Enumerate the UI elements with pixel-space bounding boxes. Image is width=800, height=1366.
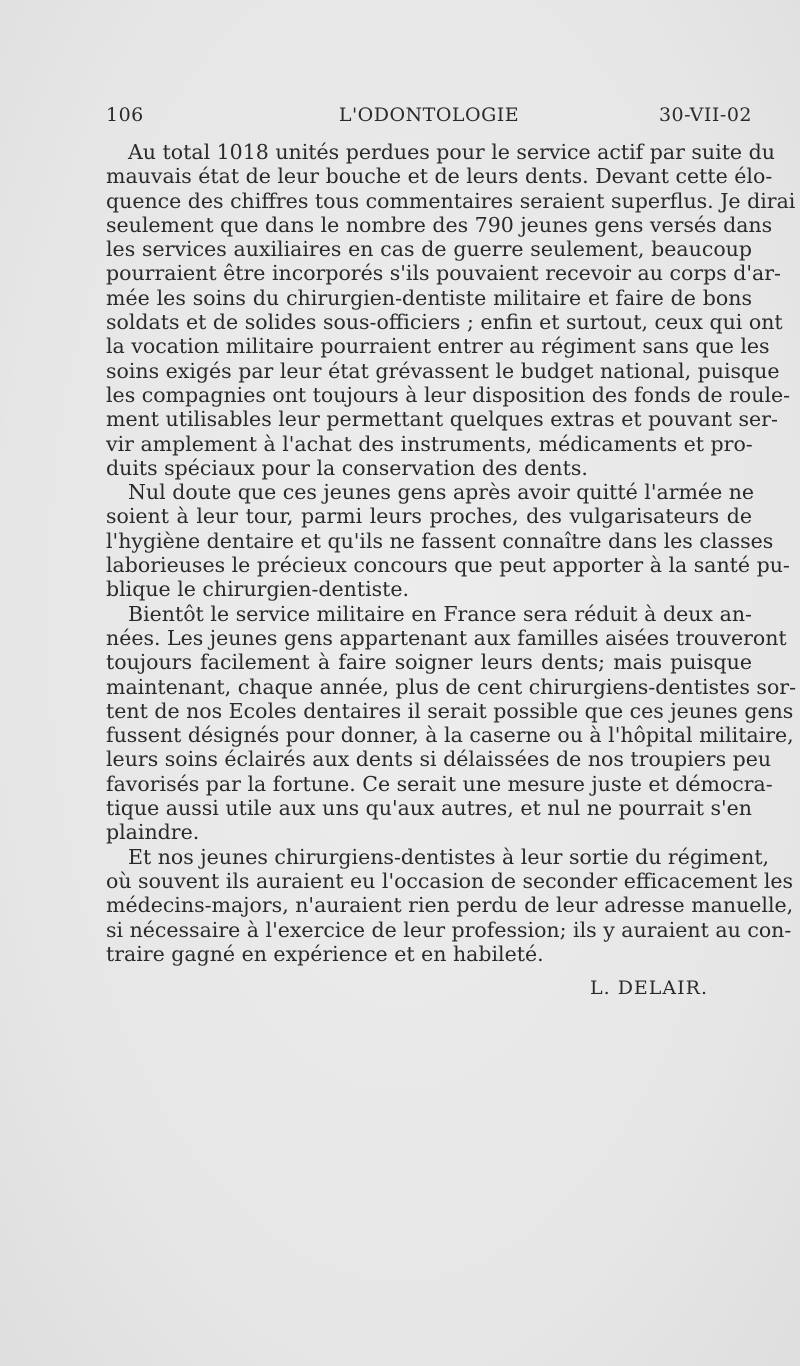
text-line: quence des chiffres tous commentaires seraient superflus. Je dirai — [106, 188, 796, 213]
text-line: duits spéciaux pour la conservation des dents. — [106, 455, 588, 480]
text-line: Nul doute que ces jeunes gens après avoir quitté l'armée ne — [128, 480, 755, 505]
text-line: si nécessaire à l'exercice de leur profession; ils y auraient au con- — [106, 917, 792, 942]
text-line: plaindre. — [106, 820, 200, 845]
text-line: soient à leur tour, parmi leurs proches, des vulgarisateurs de — [106, 504, 752, 529]
text-line: soldats et de solides sous-officiers ; enfin et surtout, ceux qui ont — [106, 310, 783, 335]
text-line: favorisés par la fortune. Ce serait une mesure juste et démocra- — [106, 771, 773, 796]
page-number: 106 — [106, 104, 144, 126]
text-line: les compagnies ont toujours à leur disposition des fonds de roule- — [106, 382, 791, 407]
issue-date: 30-VII-02 — [658, 104, 752, 126]
text-line: fussent désignés pour donner, à la caserne ou à l'hôpital militaire, — [106, 723, 794, 748]
running-header — [106, 104, 752, 130]
text-line: Et nos jeunes chirurgiens-dentistes à leur sortie du régiment, — [128, 844, 770, 869]
text-line: maintenant, chaque année, plus de cent chirurgiens-dentistes sor- — [106, 674, 797, 699]
text-line: mauvais état de leur bouche et de leurs dents. Devant cette élo- — [106, 164, 773, 189]
text-line: seulement que dans le nombre des 790 jeunes gens versés dans — [106, 212, 773, 237]
text-line: ment utilisables leur permettant quelques extras et pouvant ser- — [106, 407, 778, 432]
text-line: les services auxiliaires en cas de guerre seulement, beaucoup — [106, 237, 752, 262]
text-line: vir amplement à l'achat des instruments, médicaments et pro- — [106, 431, 753, 456]
text-line: soins exigés par leur état grévassent le budget national, puisque — [106, 358, 780, 383]
text-line: tent de nos Ecoles dentaires il serait possible que ces jeunes gens — [106, 698, 794, 723]
author-signature: L. DELAIR. — [590, 977, 708, 999]
text-line: la vocation militaire pourraient entrer au régiment sans que les — [106, 334, 770, 359]
text-line: l'hygiène dentaire et qu'ils ne fassent connaître dans les classes — [106, 528, 774, 553]
text-line: pourraient être incorporés s'ils pouvaient recevoir au corps d'ar- — [106, 261, 781, 286]
text-line: toujours facilement à faire soigner leurs dents; mais puisque — [106, 650, 752, 675]
text-line: mée les soins du chirurgien-dentiste militaire et faire de bons — [106, 285, 752, 310]
text-line: tique aussi utile aux uns qu'aux autres, et nul ne pourrait s'en — [106, 796, 752, 821]
body-text — [106, 140, 797, 966]
running-title: L'ODONTOLOGIE — [338, 104, 520, 126]
text-line: leurs soins éclairés aux dents si délaissées de nos troupiers peu — [106, 747, 772, 772]
text-line: laborieuses le précieux concours que peut apporter à la santé pu- — [106, 553, 790, 578]
text-line: blique le chirurgien-dentiste. — [106, 577, 410, 602]
text-line: nées. Les jeunes gens appartenant aux familles aisées trouveront — [106, 625, 787, 650]
text-line: médecins-majors, n'auraient rien perdu de leur adresse manuelle, — [106, 893, 794, 918]
text-line: traire gagné en expérience et en habileté. — [106, 941, 544, 966]
text-line: Au total 1018 unités perdues pour le service actif par suite du — [128, 140, 775, 164]
text-line: Bientôt le service militaire en France sera réduit à deux an- — [128, 601, 752, 626]
text-line: où souvent ils auraient eu l'occasion de seconder efficacement les — [106, 868, 794, 893]
